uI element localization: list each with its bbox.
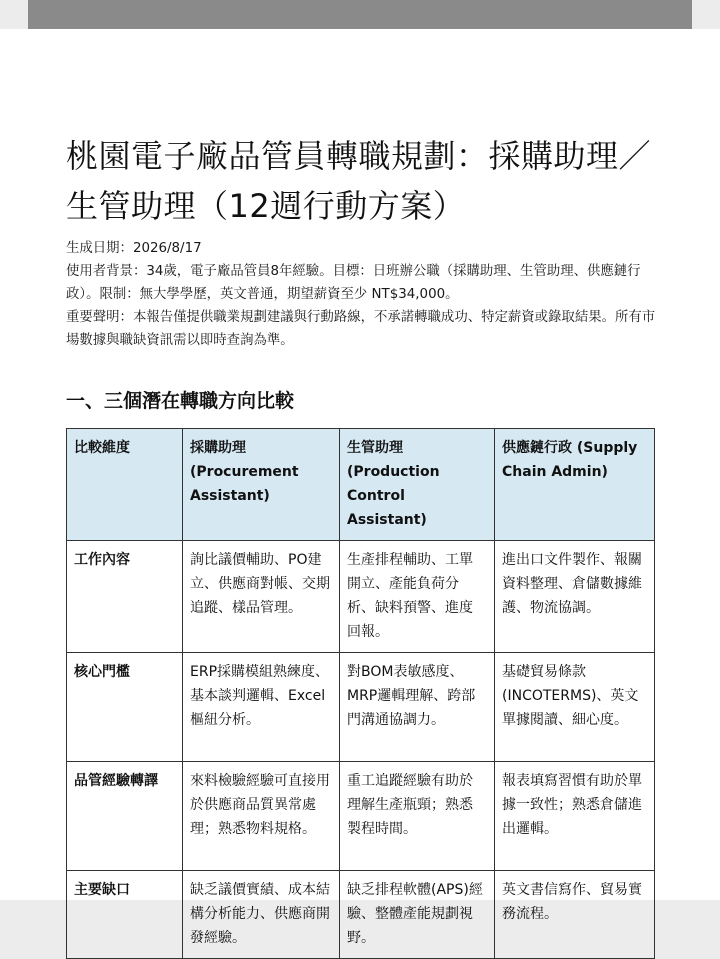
- row-label: 主要缺口: [67, 871, 183, 959]
- header-production-control: 生管助理 (Production Control Assistant): [340, 429, 495, 541]
- table-cell: ERP採購模組熟練度、基本談判邏輯、Excel樞紐分析。: [183, 653, 340, 762]
- row-label: 工作內容: [67, 541, 183, 653]
- header-dimension: 比較維度: [67, 429, 183, 541]
- table-cell: 重工追蹤經驗有助於理解生產瓶頸；熟悉製程時間。: [340, 762, 495, 871]
- header-supply-chain: 供應鏈行政 (Supply Chain Admin): [495, 429, 655, 541]
- row-label: 核心門檻: [67, 653, 183, 762]
- table-cell: 生產排程輔助、工單開立、產能負荷分析、缺料預警、進度回報。: [340, 541, 495, 653]
- table-cell: 缺乏議價實績、成本結構分析能力、供應商開發經驗。: [183, 871, 340, 959]
- table-cell: 進出口文件製作、報關資料整理、倉儲數據維護、物流協調。: [495, 541, 655, 653]
- table-cell: 對BOM表敏感度、MRP邏輯理解、跨部門溝通協調力。: [340, 653, 495, 762]
- table-cell: 來料檢驗經驗可直接用於供應商品質異常處理；熟悉物料規格。: [183, 762, 340, 871]
- header-procurement: 採購助理 (Procurement Assistant): [183, 429, 340, 541]
- table-cell: 基礎貿易條款(INCOTERMS)、英文單據閱讀、細心度。: [495, 653, 655, 762]
- row-label: 品管經驗轉譯: [67, 762, 183, 871]
- table-cell: 報表填寫習慣有助於單據一致性；熟悉倉儲進出邏輯。: [495, 762, 655, 871]
- viewer-top-bar: [28, 0, 692, 29]
- comparison-table: [66, 428, 655, 959]
- document-meta: [66, 237, 660, 352]
- document-title: 桃園電子廠品管員轉職規劃：採購助理／生管助理（12週行動方案）: [66, 137, 652, 225]
- table-row: [67, 762, 655, 871]
- document-page: [0, 29, 720, 946]
- section-heading-comparison: 一、三個潛在轉職方向比較: [66, 390, 295, 412]
- table-header-row: [67, 429, 655, 541]
- disclaimer: 重要聲明：本報告僅提供職業規劃建議與行動路線，不承諾轉職成功、特定薪資或錄取結果。所有市場數據與職缺資訊需以即時查詢為準。: [66, 310, 656, 348]
- table-row: [67, 871, 655, 959]
- table-row: [67, 541, 655, 653]
- user-background: 使用者背景：34歲，電子廠品管員8年經驗。目標：日班辦公職（採購助理、生管助理、供應鏈行政）。限制：無大學學歷，英文普通，期望薪資至少 NT$34,000。: [66, 264, 641, 302]
- table-cell: 英文書信寫作、貿易實務流程。: [495, 871, 655, 959]
- table-cell: 詢比議價輔助、PO建立、供應商對帳、交期追蹤、樣品管理。: [183, 541, 340, 653]
- generated-date: 生成日期：2026/8/17: [66, 241, 202, 256]
- table-cell: 缺乏排程軟體(APS)經驗、整體產能規劃視野。: [340, 871, 495, 959]
- document-content: [66, 131, 660, 959]
- table-row: [67, 653, 655, 762]
